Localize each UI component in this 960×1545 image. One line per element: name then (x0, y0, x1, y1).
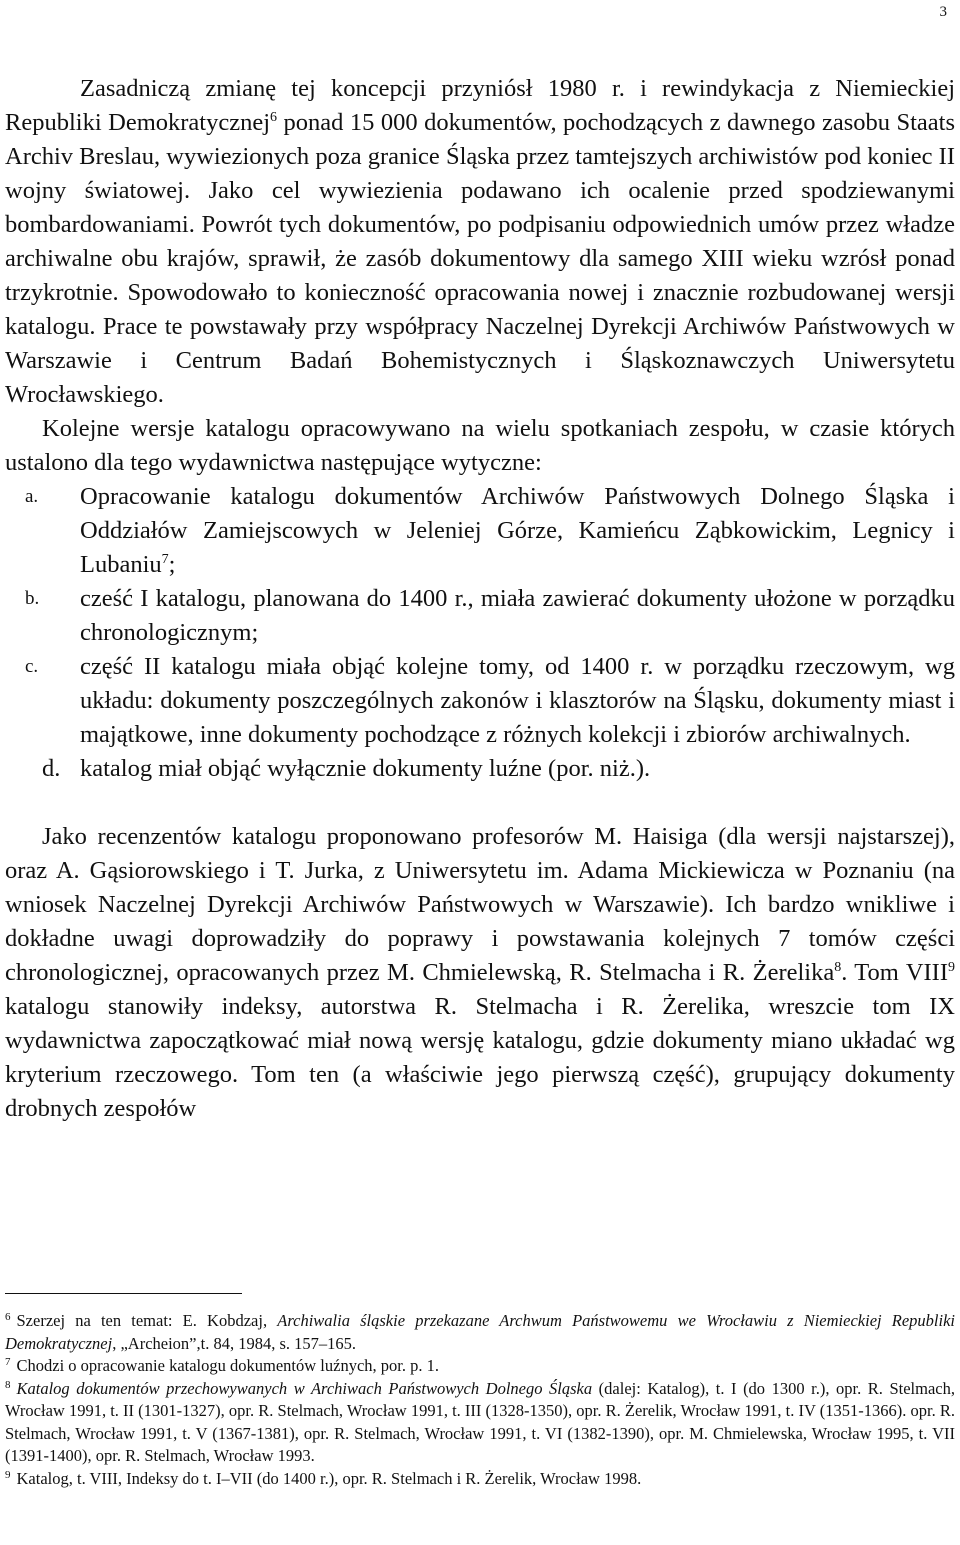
footnote-ref-6[interactable]: 6 (270, 110, 278, 125)
list-marker: c. (25, 656, 39, 677)
footnote-ref-7[interactable]: 7 (161, 552, 169, 567)
paragraph-1 (5, 72, 955, 412)
footnote-number: 9 (5, 1468, 11, 1481)
list-item (5, 752, 955, 786)
paragraph-2: Kolejne wersje katalogu opracowywano na wielu spotkaniach zespołu, w czasie których ustalono dla tego wydawnictwa następujące wytyczne: (5, 415, 955, 476)
list-item-text-end: ; (168, 551, 176, 578)
footnote-divider (5, 1293, 242, 1294)
footnote-text-end: , „Archeion”,t. 84, 1984, s. 157–165. (112, 1333, 357, 1353)
footnote-number: 8 (5, 1378, 11, 1391)
footnote-number: 7 (5, 1356, 11, 1368)
guidelines-list (5, 480, 955, 786)
footnote-number: 6 (5, 1311, 11, 1323)
footnote-ref-8[interactable]: 8 (834, 960, 842, 975)
footnote-9 (5, 1468, 955, 1491)
footnote-6 (5, 1310, 955, 1355)
footnote-7 (5, 1355, 955, 1378)
list-item-text: część II katalogu miała objąć kolejne tomy, od 1400 r. w porządku rzeczowym, wg układu: dokumenty poszczególnych zakonów i klasztorów na Śląsku, dokumenty miast i majątkowe, inne dokumenty pochodzące z różnych kolekcji i zbiorów archiwalnych. (80, 653, 955, 748)
paragraph-3-text-a: Jako recenzentów katalogu proponowano profesorów M. Haisiga (dla wersji najstarszej), oraz A. Gąsiorowskiego i T. Jurka, z Uniwersytetu im. Adama Mickiewicza w Poznaniu (na wniosek Naczelnej Dyrekcji Archiwów Państwowych w Warszawie). Ich bardzo wnikliwe i dokładne uwagi doprowadziły do poprawy i powstawania kolejnych 7 tomów części chronologicznej, opracowanych przez M. Chmielewską, R. Stelmacha i R. Żerelika (5, 823, 955, 986)
list-item (5, 582, 955, 650)
list-marker: b. (25, 588, 40, 609)
paragraph-1-text-a: Zasadniczą zmianę tej koncepcji przyniósł 1980 r. i rewindykacja z Niemieckiej Republiki Demokratycznej (5, 75, 955, 136)
main-text (5, 72, 955, 1126)
paragraph-3 (5, 820, 955, 1126)
footnote-text: Chodzi o opracowanie katalogu dokumentów luźnych, por. p. 1. (16, 1356, 439, 1375)
footnote-text: (dalej: Katalog), t. I (do 1300 r.), opr. R. Stelmach, Wrocław 1991, t. II (1301-1327), opr. R. Stelmach, Wrocław 1991, t. III (1328-1350), opr. R. Żerelik, Wrocław 1991, t. IV (1351-1366). opr. R. Stelmach, Wrocław 1991, t. V (1367-1381), opr. R. Stelmach, Wrocław 1991, t. VI (1382-1390), opr. M. Chmielewska, Wrocław 1995, t. VII (1391-1400), opr. R. Stelmach, Wrocław 1993. (5, 1378, 955, 1465)
paragraph-gap (5, 786, 955, 820)
list-item-text: cześć I katalogu, planowana do 1400 r., miała zawierać dokumenty ułożone w porządku chronologicznym; (80, 585, 955, 646)
list-item-text: Opracowanie katalogu dokumentów Archiwów Państwowych Dolnego Śląska i Oddziałów Zamiejscowych w Jeleniej Górze, Kamieńcu Ząbkowickim, Legnicy i Lubaniu (80, 483, 955, 578)
footnote-text: Katalog, t. VIII, Indeksy do t. I–VII (do 1400 r.), opr. R. Stelmach i R. Żerelik, Wrocław 1998. (16, 1468, 642, 1488)
footnote-8 (5, 1378, 955, 1468)
footnote-ref-9[interactable]: 9 (948, 960, 955, 975)
list-item (5, 480, 955, 582)
list-item-text: katalog miał objąć wyłącznie dokumenty luźne (por. niż.). (80, 755, 651, 782)
page-number: 3 (939, 4, 947, 20)
paragraph-3-text-c: katalogu stanowiły indeksy, autorstwa R. Stelmacha i R. Żerelika, wreszcie tom IX wydawnictwa zapoczątkować miał nową wersję katalogu, gdzie dokumenty miano układać wg kryterium rzeczowego. Tom ten (a właściwie jego pierwszą część), grupujący dokumenty drobnych zespołów (5, 993, 955, 1122)
list-marker: d. (42, 755, 61, 782)
paragraph-3-text-b: . Tom VIII (841, 959, 948, 986)
footnote-title: Archiwalia śląskie przekazane Archwum Państwowemu we Wrocławiu z Niemieckiej Republiki Demokratycznej (5, 1311, 955, 1353)
paragraph-1-text-b: ponad 15 000 dokumentów, pochodzących z dawnego zasobu Staats Archiv Breslau, wywiezionych poza granice Śląska przez tamtejszych archiwistów pod koniec II wojny światowej. Jako cel wywiezienia podawano ich ocalenie przed spodziewanymi bombardowaniami. Powrót tych dokumentów, po podpisaniu odpowiednich umów przez władze archiwalne obu krajów, sprawił, że zasób dokumentowy dla samego XIII wieku wzrósł ponad trzykrotnie. Spowodowało to konieczność opracowania nowej i znacznie rozbudowanej wersji katalogu. Prace te powstawały przy współpracy Naczelnej Dyrekcji Archiwów Państwowych w Warszawie i Centrum Badań Bohemistycznych i Śląskoznawczych Uniwersytetu Wrocławskiego. (5, 109, 956, 408)
list-item (5, 650, 955, 752)
list-marker: a. (25, 486, 39, 507)
footnote-title: Katalog dokumentów przechowywanych w Archiwach Państwowych Dolnego Śląska (16, 1378, 593, 1398)
footnote-text: Szerzej na ten temat: E. Kobdzaj, (16, 1311, 278, 1330)
footnotes (5, 1293, 955, 1490)
